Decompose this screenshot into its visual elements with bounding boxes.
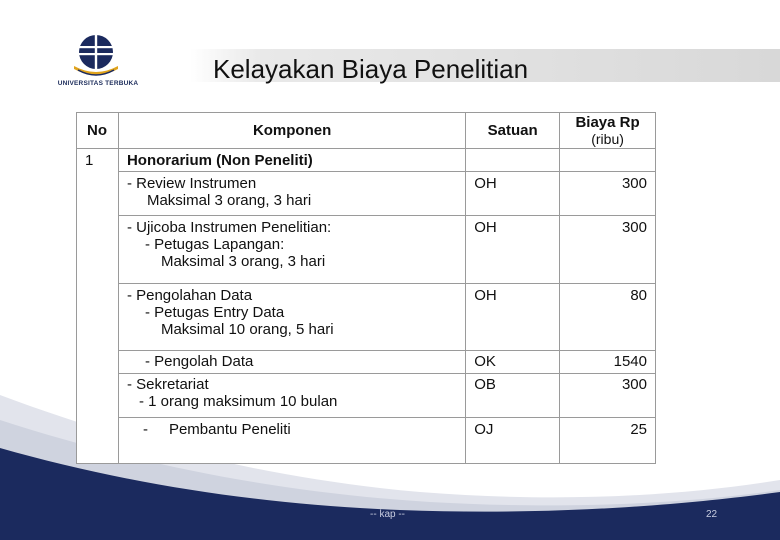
- komponen-line: - Pengolah Data: [144, 353, 254, 370]
- section-biaya: [560, 149, 656, 172]
- komponen-cell: [118, 172, 465, 216]
- komponen-line: - 1 orang maksimum 10 bulan: [138, 393, 338, 410]
- page-number: 22: [706, 509, 718, 520]
- logo-text: UNIVERSITAS TERBUKA: [57, 80, 139, 87]
- header-no: No: [77, 113, 119, 149]
- table-row: [77, 418, 656, 464]
- header-biaya: [560, 113, 656, 149]
- satuan-cell: OH: [466, 284, 560, 351]
- komponen-line: - Sekretariat: [126, 376, 209, 393]
- biaya-cell: 80: [560, 284, 656, 351]
- page-title: Kelayakan Biaya Penelitian: [213, 54, 529, 84]
- header-biaya-line2: (ribu): [591, 130, 624, 147]
- komponen-line: - Petugas Entry Data: [144, 304, 285, 321]
- table-row: [77, 172, 656, 216]
- satuan-cell: OJ: [466, 418, 560, 464]
- table-row: [77, 374, 656, 418]
- komponen-cell: [118, 284, 465, 351]
- komponen-line: Pembantu Peneliti: [168, 421, 291, 438]
- header-biaya-line1: Biaya Rp: [575, 113, 640, 131]
- komponen-line: -: [142, 421, 148, 438]
- biaya-cell: 1540: [560, 351, 656, 374]
- satuan-cell: OH: [466, 172, 560, 216]
- komponen-cell: [118, 418, 465, 464]
- table-header-row: [77, 113, 656, 149]
- komponen-line: - Pengolahan Data: [126, 287, 253, 304]
- komponen-cell: [118, 216, 465, 284]
- biaya-cell: 300: [560, 172, 656, 216]
- komponen-line: Maksimal 3 orang, 3 hari: [146, 192, 312, 209]
- satuan-cell: OH: [466, 216, 560, 284]
- satuan-cell: OB: [466, 374, 560, 418]
- komponen-line: - Review Instrumen: [126, 175, 257, 192]
- komponen-line: - Petugas Lapangan:: [144, 236, 285, 253]
- satuan-cell: OK: [466, 351, 560, 374]
- header-komponen: Komponen: [118, 113, 465, 149]
- komponen-line: - Ujicoba Instrumen Penelitian:: [126, 219, 332, 236]
- komponen-cell: [118, 374, 465, 418]
- header-satuan: Satuan: [466, 113, 560, 149]
- biaya-cell: 25: [560, 418, 656, 464]
- section-no: 1: [77, 149, 119, 464]
- biaya-cell: 300: [560, 374, 656, 418]
- biaya-cell: 300: [560, 216, 656, 284]
- table-row: [77, 351, 656, 374]
- table-row-section: [77, 149, 656, 172]
- cost-table: [76, 112, 656, 464]
- section-satuan: [466, 149, 560, 172]
- komponen-line: Maksimal 10 orang, 5 hari: [160, 321, 334, 338]
- komponen-cell: [118, 351, 465, 374]
- section-title: Honorarium (Non Peneliti): [118, 149, 465, 172]
- komponen-line: Maksimal 3 orang, 3 hari: [160, 253, 326, 270]
- table-row: [77, 284, 656, 351]
- footer-center-text: -- kap --: [370, 509, 405, 520]
- table-row: [77, 216, 656, 284]
